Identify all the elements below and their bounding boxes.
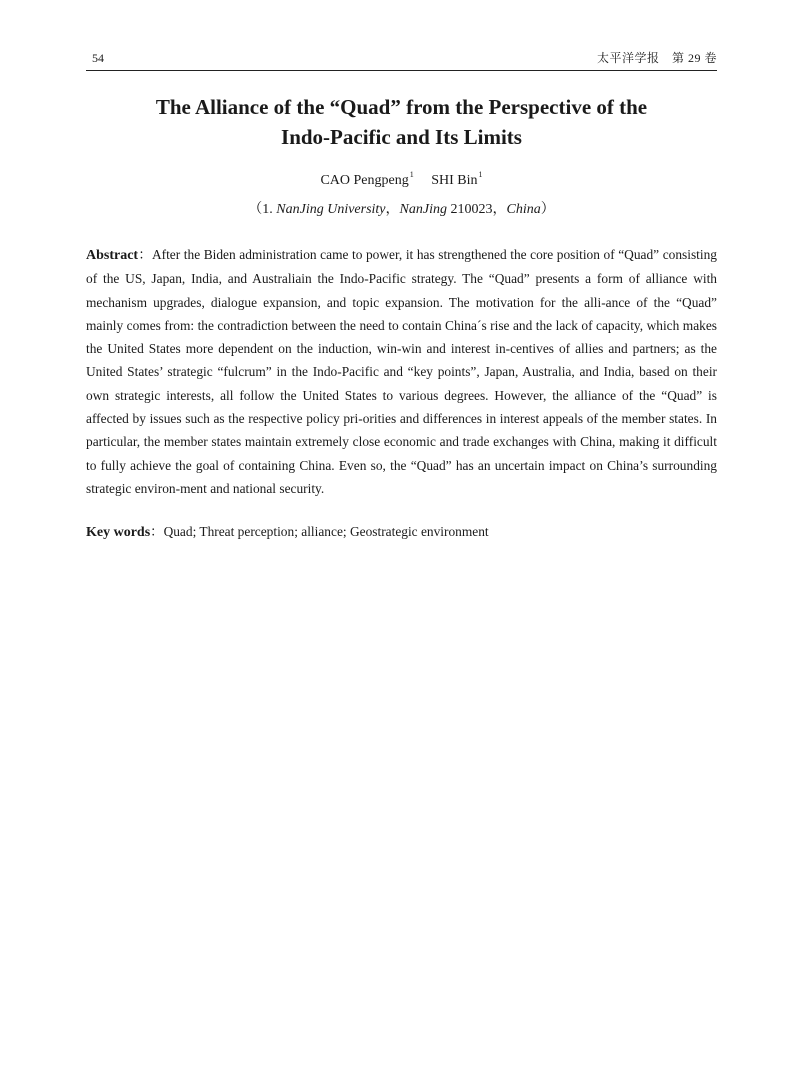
affiliation-prefix: （1. [248, 202, 277, 217]
keywords [86, 521, 717, 544]
affiliation-city: NanJing [399, 202, 447, 217]
affiliation-country: China [506, 202, 541, 217]
page-number: 54 [92, 51, 104, 65]
keywords-separator: ： [150, 524, 164, 539]
abstract [86, 243, 717, 500]
affiliation [86, 200, 717, 220]
affiliation-separator: ， [385, 202, 400, 217]
author-name: SHI Bin [431, 173, 478, 188]
header-rule [86, 70, 717, 71]
author-name: CAO Pengpeng [320, 173, 409, 188]
affiliation-postcode: 210023， [446, 202, 507, 217]
abstract-separator: ： [138, 247, 152, 262]
journal-volume-info: 太平洋学报 第 29 卷 [596, 51, 717, 65]
keywords-text: Quad; Threat perception; alliance; Geostrategic environment [163, 524, 489, 539]
author-affiliation-mark: 1 [409, 170, 414, 179]
keywords-label: Key words [86, 525, 151, 540]
abstract-label: Abstract [86, 248, 139, 263]
author-affiliation-mark: 1 [478, 170, 483, 179]
affiliation-institution: NanJing University [276, 202, 386, 217]
author-list [86, 166, 717, 190]
paper-title-line-2: Indo-Pacific and Its Limits [281, 125, 522, 149]
paper-title [86, 92, 717, 152]
abstract-text: After the Biden administration came to power, it has strengthened the core position of “Quad” consisting of the US, Japan, India, and Australiain the Indo-Pacific strategy. The “Quad” presents a form of alliance with mechanism upgrades, dialogue expansion, and topic expansion. The motivation for the alli-ance of the “Quad” mainly comes from: the contradiction between the need to contain China´s rise and the lack of capacity, which makes the United States more dependent on the induction, win-win and interest in-centives of allies and partners; as the United States’ strategic “fulcrum” in the Indo-Pacific and “key points”, Japan, Australia, and India, based on their own strategic interests, all follow the United States to various degrees. However, the alliance of the “Quad” is affected by issues such as the respective policy pri-orities and differences in interest appeals of the member states. In particular, the member states maintain extremely close economic and trade exchanges with China, making it difficult to fully achieve the goal of containing China. Even so, the “Quad” has an uncertain impact on China’s surrounding strategic environ-ment and national security. [86, 247, 717, 496]
author [431, 166, 482, 190]
paper-title-line-1: The Alliance of the “Quad” from the Perspective of the [155, 95, 648, 119]
running-head [86, 48, 717, 68]
author [320, 166, 413, 190]
affiliation-suffix: ） [540, 202, 555, 217]
